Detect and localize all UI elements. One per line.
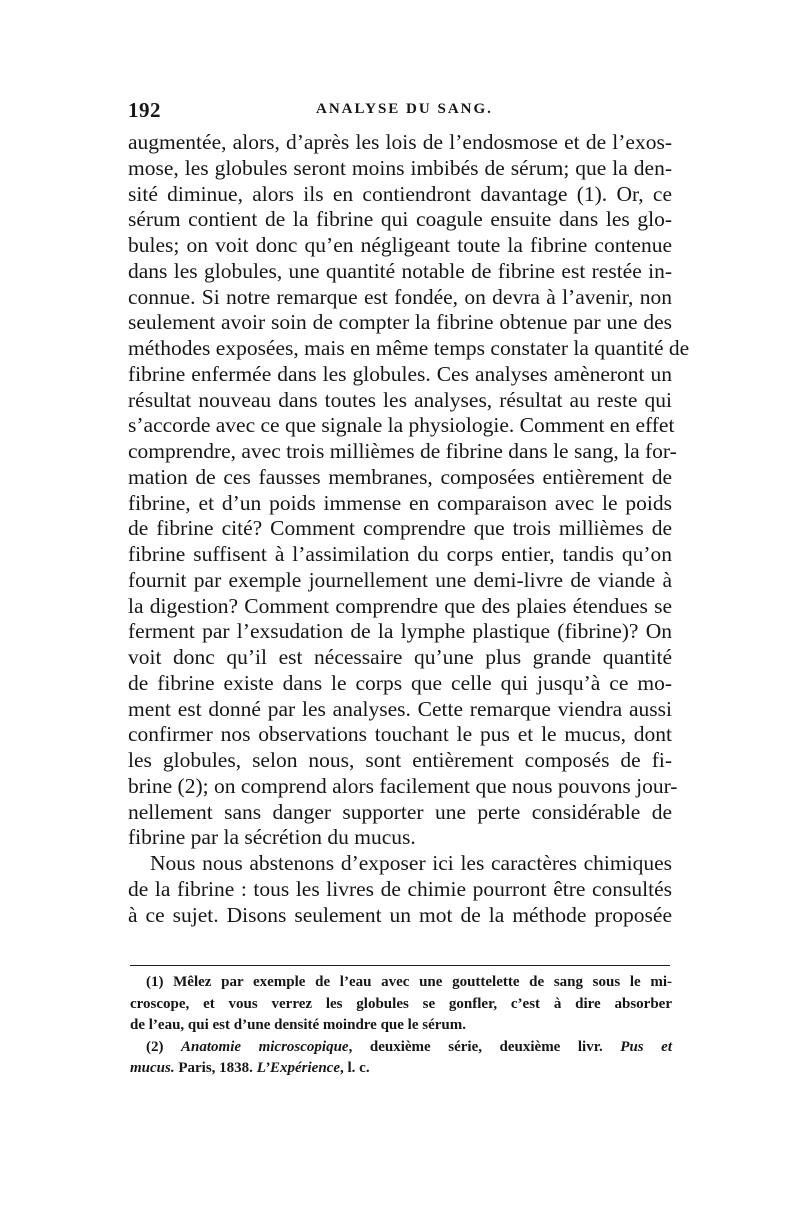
text-line-paragraph-start: Nous nous abstenons d’exposer ici les caractères chimiques: [150, 851, 672, 875]
text-line: à ce sujet. Disons seulement un mot de la méthode proposée: [128, 902, 672, 927]
text-line: résultat nouveau dans toutes les analyses, résultat au reste qui: [128, 387, 672, 412]
footnote-2-subject-cont: mucus.: [130, 1060, 175, 1076]
page-number: 192: [128, 98, 161, 122]
text-line: de fibrine existe dans le corps que celle qui jusqu’à ce mo-: [128, 670, 672, 695]
footnote-2-subject: Pus et: [620, 1038, 673, 1055]
footnote-2-work-title: Anatomie microscopique: [181, 1038, 349, 1055]
text-line: fibrine, et d’un poids immense en comparaison avec le poids: [128, 490, 672, 515]
text-line: voit donc qu’il est nécessaire qu’une plus grande quantité: [128, 645, 672, 669]
text-line: ment est donné par les analyses. Cette remarque viendra aussi: [128, 696, 672, 721]
text-line: mation de ces fausses membranes, composées entièrement de: [128, 464, 672, 489]
running-head: [128, 98, 668, 124]
footnote-1-line: de l’eau, qui est d’une densité moindre que le sérum.: [130, 1017, 466, 1033]
text-line: les globules, selon nous, sont entièrement composés de fi-: [128, 748, 672, 772]
footnote-2-series: , deuxième série, deuxième livr.: [348, 1038, 603, 1055]
text-line: sité diminue, alors ils en contiendront davantage (1). Or, ce: [128, 181, 672, 206]
text-line: de la fibrine : tous les livres de chimie pourront être consultés: [128, 876, 672, 901]
footnote-2-line: [130, 1037, 672, 1059]
footnote-2-line: [130, 1058, 672, 1080]
text-line: méthodes exposées, mais en même temps constater la quantité de: [128, 336, 690, 360]
running-title: ANALYSE DU SANG.: [316, 101, 493, 117]
text-line: augmentée, alors, d’après les lois de l’endosmose et de l’exos-: [128, 130, 672, 154]
text-line: comprendre, avec trois millièmes de fibrine dans le sang, la for-: [128, 439, 677, 463]
footnote-1-line: (1) Mêlez par exemple de l’eau avec une gouttelette de sang sous le mi-: [146, 974, 672, 990]
text-line: mose, les globules seront moins imbibés de sérum; que la den-: [128, 155, 672, 180]
text-line: brine (2); on comprend alors facilement que nous pouvons jour-: [128, 773, 678, 798]
footnote-2-reference: L’Expérience: [256, 1060, 341, 1076]
footnote-1-line: croscope, et vous verrez les globules se gonfler, c’est à dire absorber: [130, 995, 672, 1012]
text-line: fibrine enfermée dans les globules. Ces analyses amèneront un: [128, 361, 672, 386]
footnote-rule: [130, 965, 670, 966]
text-line: confirmer nos observations touchant le pus et le mucus, dont: [128, 722, 672, 747]
text-line: seulement avoir soin de compter la fibrine obtenue par une des: [128, 310, 672, 335]
text-line: sérum contient de la fibrine qui coagule ensuite dans les glo-: [128, 207, 672, 232]
text-line: la digestion? Comment comprendre que des plaies étendues se: [128, 593, 672, 618]
body-text: [128, 130, 690, 928]
text-line: de fibrine cité? Comment comprendre que trois millièmes de: [128, 516, 672, 541]
text-line-paragraph-end: fibrine par la sécrétion du mucus.: [128, 825, 416, 850]
text-line: ferment par l’exsudation de la lymphe plastique (fibrine)? On: [128, 619, 672, 644]
text-line: bules; on voit donc qu’en négligeant toute la fibrine contenue: [128, 233, 672, 257]
text-line: s’accorde avec ce que signale la physiologie. Comment en effet: [128, 413, 675, 438]
text-line: connue. Si notre remarque est fondée, on devra à l’avenir, non: [128, 284, 672, 309]
footnotes: [130, 972, 672, 1080]
footnote-2-marker: (2): [146, 1038, 164, 1055]
footnote-2-place-year: Paris, 1838.: [178, 1060, 253, 1076]
footnote-2-reference-tail: , l. c.: [340, 1060, 370, 1076]
text-line: nellement sans danger supporter une perte considérable de: [128, 799, 672, 824]
text-line: dans les globules, une quantité notable de fibrine est restée in-: [128, 258, 672, 283]
text-line: fibrine suffisent à l’assimilation du corps entier, tandis qu’on: [128, 542, 672, 566]
text-line: fournit par exemple journellement une demi-livre de viande à: [128, 567, 672, 592]
